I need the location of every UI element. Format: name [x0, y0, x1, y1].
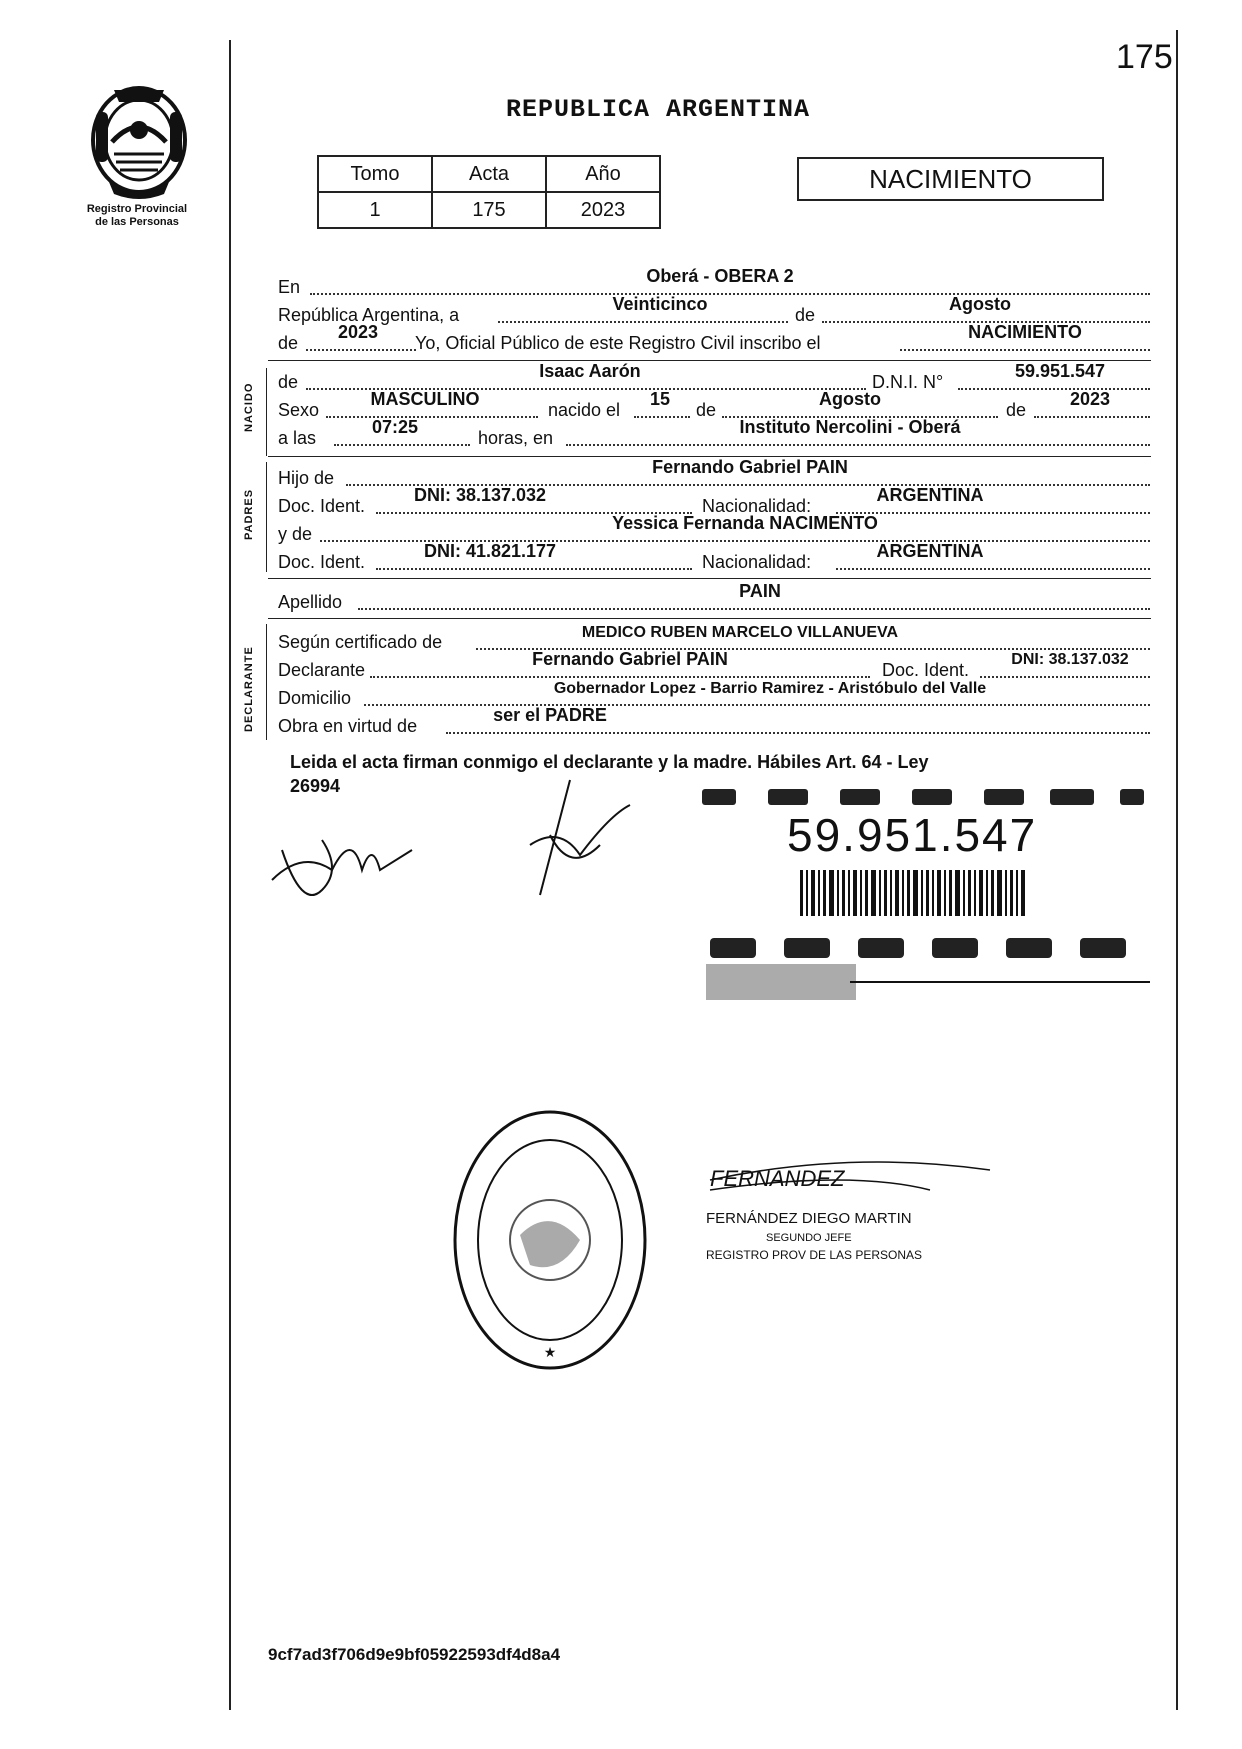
document-hash: 9cf7ad3f706d9e9bf05922593df4d8a4 — [268, 1645, 561, 1664]
declarante-doc: DNI: 38.137.032 — [1011, 651, 1129, 668]
nacido-place-line — [566, 444, 1150, 446]
nacido-birth-day: 15 — [649, 389, 671, 409]
nacido-el-label: nacido el — [548, 400, 621, 420]
page-number: 175 — [1116, 38, 1173, 76]
registry-stamp-seal — [450, 1105, 650, 1380]
nacido-dni: 59.951.547 — [1014, 361, 1106, 381]
apellido-line — [358, 608, 1150, 610]
intro-act-type: NACIMIENTO — [968, 322, 1082, 342]
intro-place: Oberá - OBERA 2 — [646, 266, 794, 286]
nacido-a-las-label: a las — [278, 428, 317, 448]
nacido-section-label: NACIDO — [243, 382, 255, 432]
value-acta: 175 — [432, 192, 546, 228]
intro-en-label: En — [278, 277, 301, 297]
header-acta: Acta — [432, 156, 546, 192]
dni-sticker-barcode — [800, 870, 1030, 921]
mother-signature — [500, 775, 640, 910]
intro-year-line — [306, 349, 416, 351]
official-org: REGISTRO PROV DE LAS PERSONAS — [706, 1248, 923, 1262]
declarante-doc-label: Doc. Ident. — [882, 660, 970, 680]
apellido-value: PAIN — [739, 581, 781, 601]
padres-mother: Yessica Fernanda NACIMENTO — [612, 513, 878, 533]
padres-mother-doc: DNI: 41.821.177 — [423, 541, 557, 561]
nacido-time-line — [334, 444, 470, 446]
value-anio: 2023 — [546, 192, 660, 228]
intro-month: Agosto — [949, 294, 1011, 314]
record-table-value-row — [318, 192, 660, 228]
padres-mother-nat: ARGENTINA — [876, 541, 984, 561]
right-margin-line — [1176, 30, 1178, 1710]
apellido-label: Apellido — [278, 592, 343, 612]
padres-mother-doc-line — [376, 568, 692, 570]
intro-year: 2023 — [337, 322, 379, 342]
declarante-decl-name: Fernando Gabriel PAIN — [532, 649, 728, 669]
dni-sticker-number: 59.951.547 — [787, 809, 1038, 861]
nacido-sexo: MASCULINO — [370, 389, 480, 409]
nacido-birth-year: 2023 — [1069, 389, 1111, 409]
padres-nac-label-2: Nacionalidad: — [702, 552, 812, 572]
declarante-obra-line — [446, 732, 1150, 734]
nacido-place: Instituto Nercolini - Oberá — [739, 417, 961, 437]
nacido-de-label: de — [278, 372, 299, 392]
padres-mother-nat-line — [836, 568, 1150, 570]
declarante-section-label: DECLARANTE — [243, 646, 255, 732]
declarante-obra-label: Obra en virtud de — [278, 716, 418, 736]
nacido-year-line — [1034, 416, 1150, 418]
header-tomo: Tomo — [318, 156, 432, 192]
declarante-dom-label: Domicilio — [278, 688, 352, 708]
padres-bracket — [266, 462, 267, 572]
dni-sticker-security-band-bottom — [700, 930, 1150, 1007]
divider-apellido — [268, 618, 1151, 619]
nacido-de-label-2: de — [696, 400, 717, 420]
nacido-de-label-3: de — [1006, 400, 1027, 420]
padres-nac-label-1: Nacionalidad: — [702, 496, 812, 516]
official-signature-text: FERNANDEZ — [710, 1166, 845, 1191]
header-anio: Año — [546, 156, 660, 192]
record-table-header-row — [318, 156, 660, 192]
nacido-birth-month: Agosto — [819, 389, 881, 409]
declarante-obra-value: ser el PADRE — [493, 705, 607, 725]
nacido-time: 07:25 — [371, 417, 419, 437]
nacido-name: Isaac Aarón — [539, 361, 641, 381]
padres-father-nat: ARGENTINA — [876, 485, 984, 505]
value-tomo: 1 — [318, 192, 432, 228]
official-name: FERNÁNDEZ DIEGO MARTIN — [706, 1210, 912, 1227]
declarante-cert-label: Según certificado de — [278, 632, 443, 652]
padres-doc-label-1: Doc. Ident. — [278, 496, 366, 516]
logo-caption — [62, 203, 212, 229]
nacido-day-line — [634, 416, 690, 418]
closing-line-2: 26994 — [290, 776, 341, 796]
padres-father: Fernando Gabriel PAIN — [652, 457, 848, 477]
declarante-decl-label: Declarante — [278, 660, 366, 680]
declarante-decl-line — [370, 676, 870, 678]
padres-doc-label-2: Doc. Ident. — [278, 552, 366, 572]
intro-de-label-2: de — [278, 333, 299, 353]
nacido-sexo-label: Sexo — [278, 400, 320, 420]
left-margin-line — [229, 40, 231, 1710]
nacido-dni-label: D.N.I. N° — [872, 372, 944, 392]
intro-yo-text: Yo, Oficial Público de este Registro Civil inscribo el — [415, 333, 821, 353]
logo-caption-line1: Registro Provincial — [86, 203, 188, 215]
document-title: REPUBLICA ARGENTINA — [506, 95, 811, 124]
declarante-doc-line — [980, 676, 1150, 678]
official-role: SEGUNDO JEFE — [766, 1232, 852, 1244]
declarante-cert-value: MEDICO RUBEN MARCELO VILLANUEVA — [581, 624, 899, 641]
padres-hijo-label: Hijo de — [278, 468, 335, 488]
record-type-box: NACIMIENTO — [797, 157, 1104, 201]
declarante-dom-value: Gobernador Lopez - Barrio Ramirez - Aristóbulo del Valle — [553, 680, 987, 697]
logo-caption-line2: de las Personas — [95, 216, 179, 228]
declarante-bracket — [266, 624, 267, 740]
padres-yde-label: y de — [278, 524, 313, 544]
intro-day-line — [498, 321, 788, 323]
intro-day-words: Veinticinco — [612, 294, 708, 314]
padres-father-doc: DNI: 38.137.032 — [413, 485, 547, 505]
divider-padres — [268, 578, 1151, 579]
official-signature — [700, 1150, 1000, 1215]
intro-de-label: de — [795, 305, 816, 325]
intro-act-line — [900, 349, 1150, 351]
closing-line-1: Leida el acta firman conmigo el declarante y la madre. Hábiles Art. 64 - Ley — [290, 752, 929, 772]
declarant-signature — [262, 810, 422, 925]
nacido-bracket — [266, 368, 267, 456]
svg-text:★: ★ — [543, 1344, 557, 1360]
province-seal-logo — [84, 82, 194, 200]
intro-republic-label: República Argentina, a — [278, 305, 460, 325]
record-table — [317, 155, 661, 229]
padres-section-label: PADRES — [243, 488, 255, 540]
nacido-horas-label: horas, en — [478, 428, 554, 448]
